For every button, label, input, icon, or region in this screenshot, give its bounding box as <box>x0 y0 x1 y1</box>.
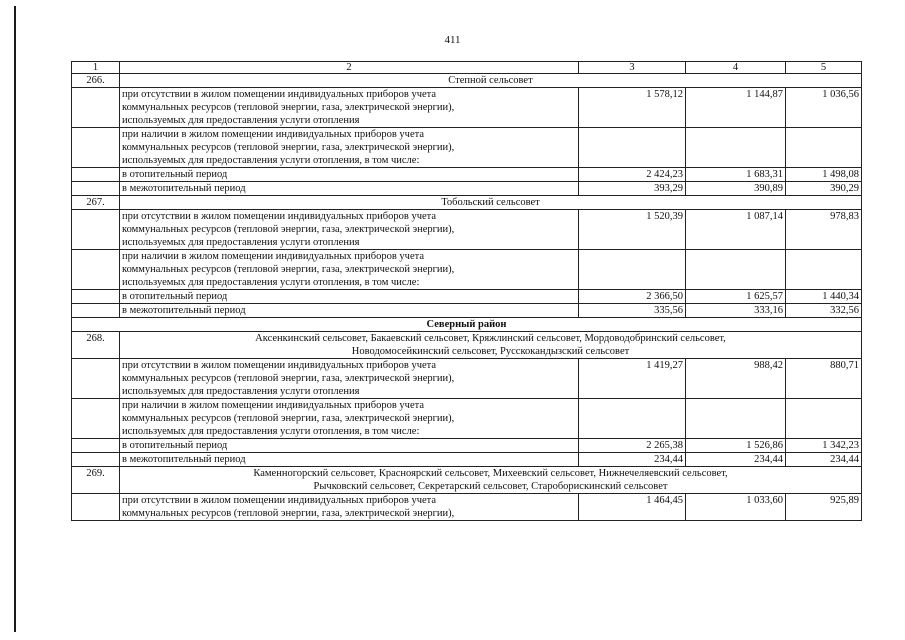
line-text: при наличии в жилом помещении индивидуальных приборов учета <box>122 400 424 411</box>
line-text: в отопительный период <box>122 169 228 180</box>
value-col3: 1 464,45 <box>579 494 686 521</box>
group-title <box>120 74 862 88</box>
value-col4: 988,42 <box>686 359 786 399</box>
row-description <box>120 399 579 439</box>
tariff-table <box>71 61 862 521</box>
table-row <box>72 439 862 453</box>
line-text: коммунальных ресурсов (тепловой энергии, газа, электрической энергии), <box>122 224 455 235</box>
value-col5: 1 342,23 <box>786 439 862 453</box>
value-col5 <box>786 128 862 168</box>
line-text: в отопительный период <box>122 440 228 451</box>
row-number-empty <box>72 250 120 290</box>
value-col3: 335,56 <box>579 304 686 318</box>
value-col4: 1 526,86 <box>686 439 786 453</box>
table-row <box>72 250 862 290</box>
row-number-empty <box>72 128 120 168</box>
value-col4: 1 683,31 <box>686 168 786 182</box>
line-text: Рычковский сельсовет, Секретарский сельсовет, Староборискинский сельсовет <box>313 481 668 492</box>
value-col3: 1 578,12 <box>579 88 686 128</box>
group-title-row <box>72 196 862 210</box>
value-col4: 1 625,57 <box>686 290 786 304</box>
row-number-empty <box>72 453 120 467</box>
value-col3: 393,29 <box>579 182 686 196</box>
value-col3 <box>579 399 686 439</box>
column-header: 3 <box>579 62 686 74</box>
table-row <box>72 359 862 399</box>
row-description <box>120 88 579 128</box>
row-number-empty <box>72 494 120 521</box>
value-col3: 2 265,38 <box>579 439 686 453</box>
value-col3 <box>579 250 686 290</box>
row-number-empty <box>72 304 120 318</box>
value-col4: 1 087,14 <box>686 210 786 250</box>
value-col3: 234,44 <box>579 453 686 467</box>
value-col3: 2 424,23 <box>579 168 686 182</box>
line-text: в межотопительный период <box>122 183 246 194</box>
column-header: 4 <box>686 62 786 74</box>
column-header: 2 <box>120 62 579 74</box>
line-text: Новодомосейкинский сельсовет, Русскокандызский сельсовет <box>351 346 630 357</box>
value-col5 <box>786 250 862 290</box>
table-row <box>72 128 862 168</box>
page-number: 411 <box>444 34 461 46</box>
table-row <box>72 494 862 521</box>
table-row <box>72 88 862 128</box>
group-title <box>120 467 862 494</box>
value-col5: 332,56 <box>786 304 862 318</box>
value-col4: 234,44 <box>686 453 786 467</box>
group-title <box>120 332 862 359</box>
line-text: при наличии в жилом помещении индивидуальных приборов учета <box>122 129 424 140</box>
line-text: при отсутствии в жилом помещении индивидуальных приборов учета <box>122 495 437 506</box>
row-description <box>120 168 579 182</box>
value-col5 <box>786 399 862 439</box>
line-text: коммунальных ресурсов (тепловой энергии, газа, электрической энергии), <box>122 373 455 384</box>
line-text: используемых для предоставления услуги отопления, в том числе: <box>122 155 420 166</box>
row-number-empty <box>72 182 120 196</box>
value-col3: 1 520,39 <box>579 210 686 250</box>
line-text: коммунальных ресурсов (тепловой энергии, газа, электрической энергии), <box>122 264 455 275</box>
value-col5: 1 036,56 <box>786 88 862 128</box>
row-description <box>120 290 579 304</box>
group-title-row <box>72 74 862 88</box>
row-number: 267. <box>72 196 120 210</box>
value-col4 <box>686 250 786 290</box>
row-description <box>120 359 579 399</box>
table-row <box>72 168 862 182</box>
value-col4 <box>686 399 786 439</box>
line-text: Каменногорский сельсовет, Красноярский сельсовет, Михеевский сельсовет, Нижнечеляевский сельсовет, <box>253 468 728 479</box>
value-col3: 2 366,50 <box>579 290 686 304</box>
value-col4: 1 144,87 <box>686 88 786 128</box>
row-description <box>120 128 579 168</box>
district-row <box>72 318 862 332</box>
line-text: используемых для предоставления услуги отопления <box>122 237 360 248</box>
line-text: Степной сельсовет <box>448 75 533 86</box>
value-col5: 978,83 <box>786 210 862 250</box>
value-col3 <box>579 128 686 168</box>
district-title: Северный район <box>72 318 862 332</box>
scan-edge-line <box>14 6 16 632</box>
group-title-row <box>72 467 862 494</box>
row-number: 269. <box>72 467 120 494</box>
column-header: 1 <box>72 62 120 74</box>
line-text: используемых для предоставления услуги отопления <box>122 386 360 397</box>
line-text: коммунальных ресурсов (тепловой энергии, газа, электрической энергии), <box>122 142 455 153</box>
row-number: 266. <box>72 74 120 88</box>
row-number-empty <box>72 439 120 453</box>
value-col5: 234,44 <box>786 453 862 467</box>
line-text: используемых для предоставления услуги отопления, в том числе: <box>122 426 420 437</box>
table-header-row <box>72 62 862 74</box>
value-col5: 925,89 <box>786 494 862 521</box>
line-text: при отсутствии в жилом помещении индивидуальных приборов учета <box>122 360 437 371</box>
row-number-empty <box>72 88 120 128</box>
row-number-empty <box>72 359 120 399</box>
row-description <box>120 182 579 196</box>
value-col4 <box>686 128 786 168</box>
row-description <box>120 439 579 453</box>
line-text: при наличии в жилом помещении индивидуальных приборов учета <box>122 251 424 262</box>
table-row <box>72 290 862 304</box>
line-text: Аксенкинский сельсовет, Бакаевский сельсовет, Кряжлинский сельсовет, Мордоводобринский сельсовет, <box>255 333 726 344</box>
line-text: при отсутствии в жилом помещении индивидуальных приборов учета <box>122 89 437 100</box>
column-header: 5 <box>786 62 862 74</box>
row-description <box>120 250 579 290</box>
group-title-row <box>72 332 862 359</box>
row-number: 268. <box>72 332 120 359</box>
value-col5: 1 440,34 <box>786 290 862 304</box>
row-number-empty <box>72 290 120 304</box>
line-text: используемых для предоставления услуги отопления <box>122 115 360 126</box>
line-text: коммунальных ресурсов (тепловой энергии, газа, электрической энергии), <box>122 508 455 519</box>
value-col4: 333,16 <box>686 304 786 318</box>
row-description <box>120 304 579 318</box>
value-col3: 1 419,27 <box>579 359 686 399</box>
row-number-empty <box>72 399 120 439</box>
row-number-empty <box>72 168 120 182</box>
line-text: коммунальных ресурсов (тепловой энергии, газа, электрической энергии), <box>122 102 455 113</box>
table-row <box>72 304 862 318</box>
table-row <box>72 182 862 196</box>
row-description <box>120 210 579 250</box>
table-row <box>72 210 862 250</box>
line-text: в межотопительный период <box>122 305 246 316</box>
group-title <box>120 196 862 210</box>
line-text: в отопительный период <box>122 291 228 302</box>
row-number-empty <box>72 210 120 250</box>
value-col5: 1 498,08 <box>786 168 862 182</box>
line-text: в межотопительный период <box>122 454 246 465</box>
table-row <box>72 453 862 467</box>
value-col4: 390,89 <box>686 182 786 196</box>
line-text: коммунальных ресурсов (тепловой энергии, газа, электрической энергии), <box>122 413 455 424</box>
value-col5: 390,29 <box>786 182 862 196</box>
line-text: Тобольский сельсовет <box>441 197 540 208</box>
line-text: используемых для предоставления услуги отопления, в том числе: <box>122 277 420 288</box>
row-description <box>120 494 579 521</box>
line-text: при отсутствии в жилом помещении индивидуальных приборов учета <box>122 211 437 222</box>
value-col5: 880,71 <box>786 359 862 399</box>
table-row <box>72 399 862 439</box>
row-description <box>120 453 579 467</box>
value-col4: 1 033,60 <box>686 494 786 521</box>
